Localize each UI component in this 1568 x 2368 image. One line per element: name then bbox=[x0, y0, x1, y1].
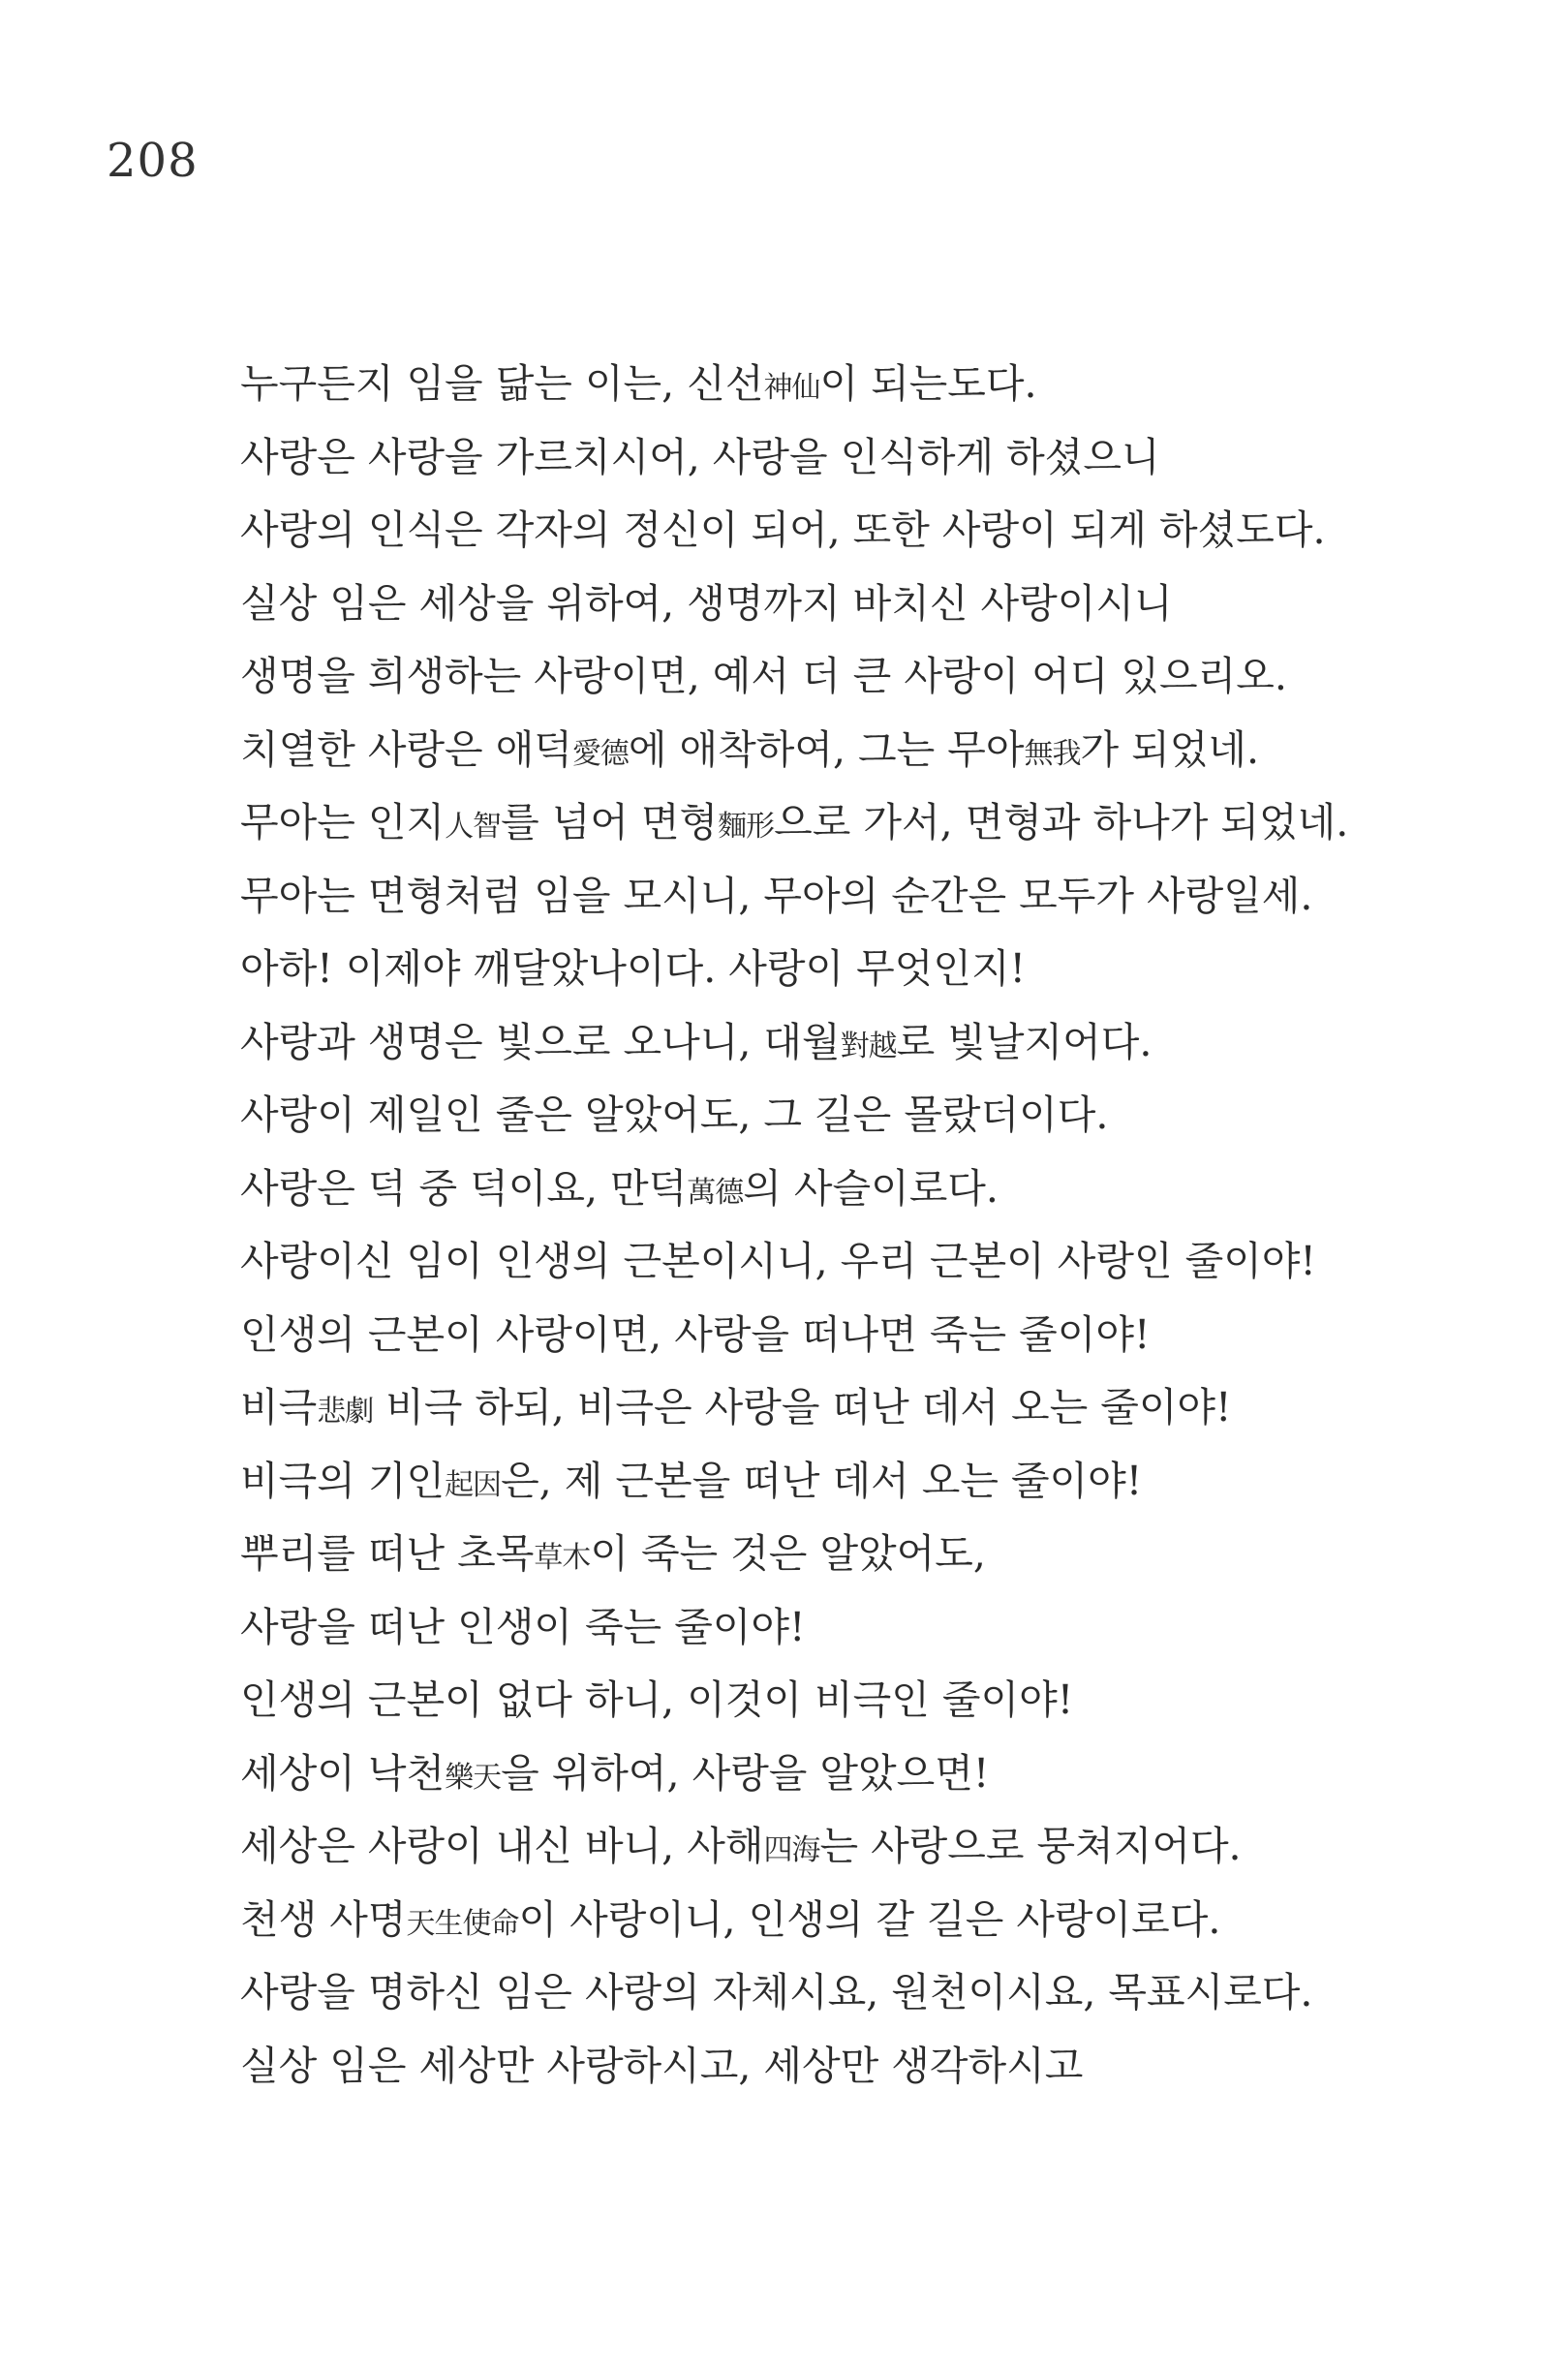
poem-line bbox=[240, 1819, 1354, 1892]
line-text: 인생의 근본이 없다 하니, 이것이 비극인 줄이야! bbox=[240, 1676, 1074, 1723]
hanja-annotation: 起因 bbox=[445, 1467, 502, 1502]
poem-line bbox=[240, 1526, 1354, 1600]
line-text: 사랑은 덕 중 덕이요, 만덕 bbox=[240, 1164, 688, 1212]
line-text: 를 넘어 면형 bbox=[501, 799, 719, 846]
line-text: 실상 임은 세상만 사랑하시고, 세상만 생각하시고 bbox=[240, 2042, 1084, 2089]
line-text: 세상은 사랑이 내신 바니, 사해 bbox=[240, 1823, 764, 1869]
hanja-annotation: 悲劇 bbox=[317, 1395, 374, 1429]
line-text: 아하! 이제야 깨달았나이다. 사랑이 무엇인지! bbox=[240, 945, 1027, 992]
hanja-annotation: 神仙 bbox=[763, 371, 820, 405]
hanja-annotation: 天生使命 bbox=[406, 1906, 519, 1941]
poem-line bbox=[240, 941, 1354, 1015]
poem-line bbox=[240, 1600, 1354, 1674]
line-text: 사랑과 생명은 빛으로 오나니, 대월 bbox=[240, 1018, 841, 1065]
line-text: 비극 하되, 비극은 사랑을 떠난 데서 오는 줄이야! bbox=[373, 1384, 1232, 1430]
poem-line bbox=[240, 795, 1354, 869]
hanja-annotation: 四海 bbox=[763, 1833, 820, 1867]
hanja-annotation: 愛德 bbox=[571, 736, 629, 771]
line-text: 사랑이신 임이 인생의 근본이시니, 우리 근본이 사랑인 줄이야! bbox=[240, 1238, 1316, 1284]
line-text: 무아는 면형처럼 임을 모시니, 무아의 순간은 모두가 사랑일세. bbox=[240, 872, 1313, 919]
poem-line bbox=[240, 649, 1354, 723]
hanja-annotation: 人智 bbox=[445, 810, 502, 844]
line-text: 이 되는도다. bbox=[819, 360, 1037, 407]
line-text: 누구든지 임을 닮는 이는, 신선 bbox=[240, 360, 764, 407]
hanja-annotation: 無我 bbox=[1024, 736, 1081, 771]
line-text: 에 애착하여, 그는 무아 bbox=[628, 725, 1025, 773]
line-text: 비극 bbox=[240, 1384, 318, 1430]
poem-line bbox=[240, 1234, 1354, 1307]
poem-line bbox=[240, 1307, 1354, 1381]
hanja-annotation: 草木 bbox=[534, 1541, 591, 1575]
line-text: 비극의 기인 bbox=[240, 1457, 446, 1504]
poem-body bbox=[240, 356, 1354, 2111]
poem-line bbox=[240, 1746, 1354, 1820]
line-text: 은, 제 근본을 떠난 데서 오는 줄이야! bbox=[501, 1457, 1143, 1504]
hanja-annotation: 樂天 bbox=[445, 1760, 502, 1795]
line-text: 치열한 사랑은 애덕 bbox=[240, 725, 572, 773]
line-text: 천생 사명 bbox=[240, 1895, 407, 1943]
poem-line bbox=[240, 2039, 1354, 2112]
line-text: 이 사랑이니, 인생의 갈 길은 사랑이로다. bbox=[518, 1895, 1221, 1943]
hanja-annotation: 麵形 bbox=[718, 810, 775, 844]
line-text: 사랑의 인식은 각자의 정신이 되어, 또한 사랑이 되게 하셨도다. bbox=[240, 507, 1326, 553]
poem-line bbox=[240, 1161, 1354, 1235]
line-text: 사랑을 떠난 인생이 죽는 줄이야! bbox=[240, 1603, 806, 1650]
line-text: 생명을 희생하는 사랑이면, 예서 더 큰 사랑이 어디 있으리오. bbox=[240, 653, 1287, 699]
page-number: 208 bbox=[107, 134, 199, 188]
poem-line bbox=[240, 869, 1354, 942]
line-text: 사랑은 사랑을 가르치시어, 사랑을 인식하게 하셨으니 bbox=[240, 433, 1160, 480]
line-text: 을 위하여, 사랑을 알았으면! bbox=[501, 1749, 990, 1797]
poem-line bbox=[240, 1015, 1354, 1089]
poem-line bbox=[240, 1892, 1354, 1966]
line-text: 는 사랑으로 뭉쳐지어다. bbox=[819, 1823, 1242, 1869]
hanja-annotation: 萬德 bbox=[687, 1175, 744, 1210]
poem-line bbox=[240, 430, 1354, 504]
line-text: 사랑을 명하신 임은 사랑의 자체시요, 원천이시요, 목표시로다. bbox=[240, 1969, 1313, 2015]
poem-line bbox=[240, 1380, 1354, 1454]
line-text: 뿌리를 떠난 초목 bbox=[240, 1530, 535, 1577]
poem-line bbox=[240, 356, 1354, 430]
line-text: 로 빛날지어다. bbox=[896, 1018, 1153, 1065]
poem-line bbox=[240, 1673, 1354, 1746]
poem-line bbox=[240, 503, 1354, 576]
line-text: 가 되었네. bbox=[1080, 725, 1260, 773]
poem-line bbox=[240, 576, 1354, 650]
poem-line bbox=[240, 1965, 1354, 2039]
poem-line bbox=[240, 1454, 1354, 1527]
line-text: 이 죽는 것은 알았어도, bbox=[590, 1530, 986, 1577]
poem-line bbox=[240, 723, 1354, 796]
line-text: 인생의 근본이 사랑이면, 사랑을 떠나면 죽는 줄이야! bbox=[240, 1310, 1151, 1358]
line-text: 사랑이 제일인 줄은 알았어도, 그 길은 몰랐더이다. bbox=[240, 1092, 1109, 1138]
hanja-annotation: 對越 bbox=[840, 1029, 897, 1063]
line-text: 의 사슬이로다. bbox=[743, 1164, 999, 1212]
line-text: 무아는 인지 bbox=[240, 799, 446, 846]
poem-line bbox=[240, 1088, 1354, 1161]
line-text: 세상이 낙천 bbox=[240, 1749, 446, 1797]
line-text: 으로 가서, 면형과 하나가 되었네. bbox=[774, 799, 1349, 846]
line-text: 실상 임은 세상을 위하여, 생명까지 바치신 사랑이시니 bbox=[240, 579, 1173, 627]
